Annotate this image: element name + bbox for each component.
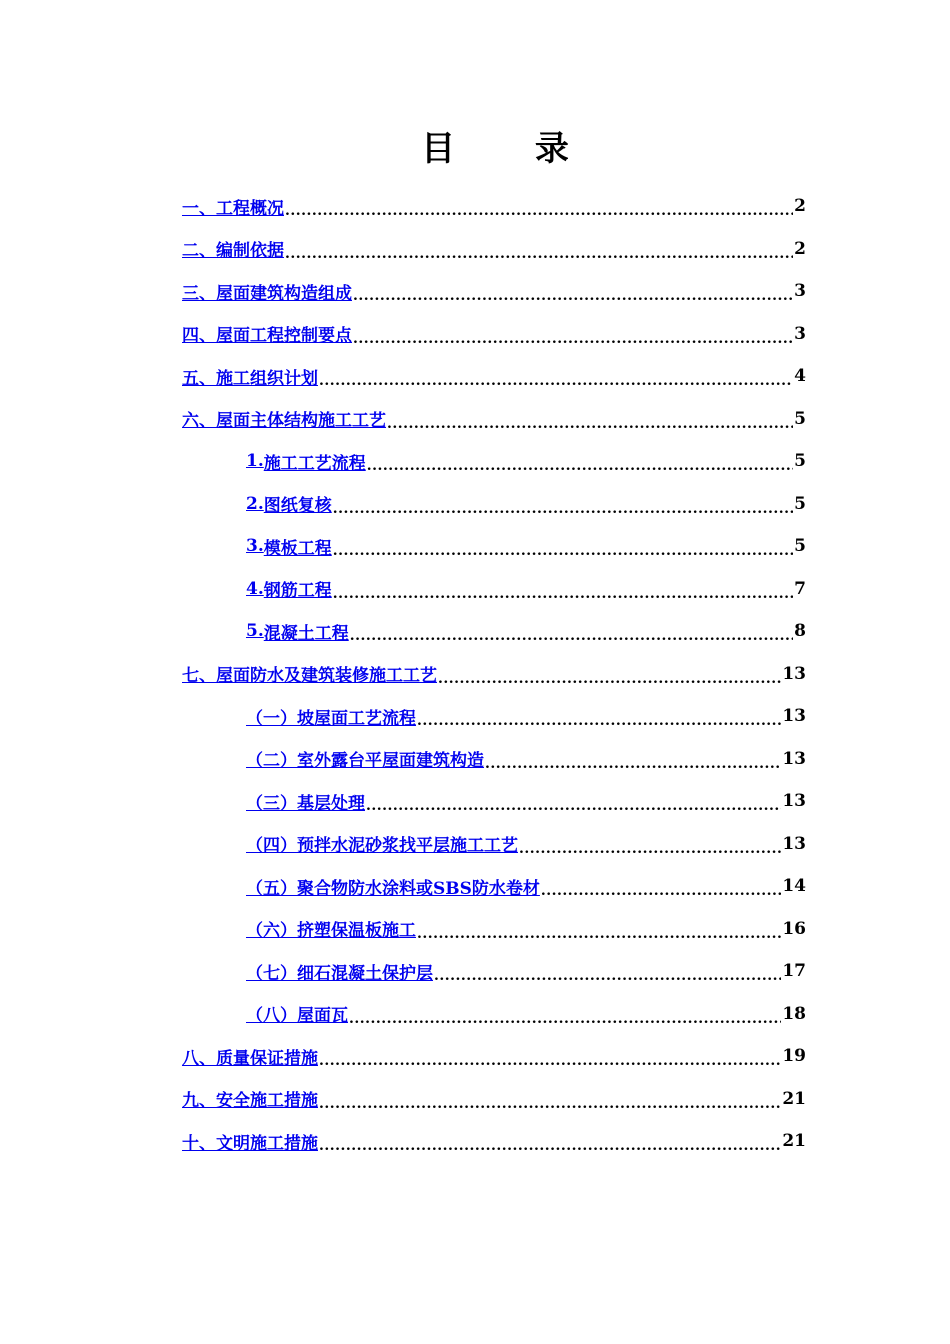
- toc-page-number: 17: [782, 961, 806, 981]
- toc-dot-leader: [485, 754, 781, 774]
- toc-page-number: 5: [794, 536, 806, 556]
- toc-entry-number: 八、: [182, 1048, 216, 1069]
- toc-entry-link[interactable]: 质量保证措施: [216, 1048, 318, 1069]
- toc-dot-leader: [285, 201, 793, 221]
- toc-entry-link[interactable]: 坡屋面工艺流程: [297, 708, 416, 729]
- toc-entry-number: 三、: [182, 283, 216, 304]
- toc-page-number: 3: [794, 323, 806, 344]
- toc-dot-leader: [319, 1136, 781, 1156]
- toc-entry-number: 3.: [246, 536, 264, 556]
- toc-entry[interactable]: [246, 865, 806, 907]
- toc-page-number: 13: [782, 833, 806, 854]
- toc-entry-number: （一）: [246, 708, 297, 729]
- toc-entry-number: 九、: [182, 1091, 216, 1111]
- toc-page-number: 19: [782, 1046, 806, 1066]
- toc-entry[interactable]: [246, 525, 806, 567]
- toc-dot-leader: [285, 244, 793, 264]
- toc-dot-leader: [333, 584, 793, 604]
- toc-entry-link[interactable]: 聚合物防水涂料或SBS防水卷材: [297, 878, 540, 899]
- toc-entry-link[interactable]: 细石混凝土保护层: [297, 963, 433, 984]
- toc-entry[interactable]: [246, 483, 806, 525]
- toc-entry-link[interactable]: 安全施工措施: [216, 1091, 318, 1111]
- toc-page-number: 2: [794, 196, 806, 216]
- toc-dot-leader: [519, 839, 781, 859]
- toc-entry[interactable]: [246, 950, 806, 992]
- toc-entry-link[interactable]: 屋面建筑构造组成: [216, 283, 352, 304]
- toc-dot-leader: [350, 626, 793, 646]
- toc-entry-number: 四、: [182, 326, 216, 346]
- toc-page-number: 13: [782, 791, 806, 811]
- toc-page-number: 21: [782, 1088, 806, 1109]
- toc-entry-link[interactable]: 屋面瓦: [297, 1006, 348, 1026]
- toc-title: 目 录: [421, 129, 603, 169]
- toc-entry[interactable]: [246, 610, 806, 652]
- toc-page-number: 13: [782, 706, 806, 726]
- toc-entry-number: （八）: [246, 1006, 297, 1026]
- toc-entry-number: 一、: [182, 198, 216, 219]
- toc-entry[interactable]: [246, 823, 806, 865]
- toc-entry-link[interactable]: 屋面主体结构施工工艺: [216, 411, 386, 431]
- toc-page-number: 2: [794, 238, 806, 259]
- toc-entry[interactable]: [182, 1078, 806, 1120]
- toc-entry-link[interactable]: 基层处理: [297, 793, 365, 814]
- toc-entry-number: 2.: [246, 493, 264, 514]
- toc-entry-number: （五）: [246, 878, 297, 899]
- toc-dot-leader: [417, 924, 781, 944]
- toc-page-number: 5: [794, 493, 806, 514]
- toc-entry-number: 五、: [182, 368, 216, 389]
- toc-page-number: 18: [782, 1003, 806, 1024]
- toc-entry-link[interactable]: 工程概况: [216, 198, 284, 219]
- toc-entry[interactable]: [182, 270, 806, 312]
- toc-entry-link[interactable]: 钢筋工程: [263, 581, 332, 601]
- toc-dot-leader: [438, 669, 781, 689]
- toc-entry-number: 二、: [182, 241, 216, 261]
- toc-page-number: 21: [782, 1131, 806, 1151]
- toc-page-number: 13: [782, 748, 806, 769]
- toc-page-number: 13: [782, 663, 806, 684]
- toc-entry-link[interactable]: 图纸复核: [263, 496, 332, 516]
- toc-dot-leader: [319, 1094, 781, 1114]
- toc-entry[interactable]: [246, 695, 806, 737]
- toc-entry[interactable]: [246, 568, 806, 610]
- toc-entry-link[interactable]: 预拌水泥砂浆找平层施工工艺: [297, 836, 518, 856]
- toc-entry[interactable]: [182, 1120, 806, 1162]
- toc-entry-link[interactable]: 屋面防水及建筑装修施工工艺: [216, 666, 437, 686]
- toc-dot-leader: [541, 881, 781, 901]
- toc-entry-link[interactable]: 挤塑保温板施工: [297, 921, 416, 941]
- toc-entry-number: （三）: [246, 793, 297, 814]
- toc-entry[interactable]: [182, 185, 806, 227]
- toc-entry-link[interactable]: 施工工艺流程: [263, 453, 366, 474]
- toc-entry-number: 1.: [246, 451, 264, 471]
- toc-entry[interactable]: [246, 993, 806, 1035]
- toc-dot-leader: [434, 966, 781, 986]
- toc-entry-number: （六）: [246, 921, 297, 941]
- toc-entry[interactable]: [246, 780, 806, 822]
- toc-entry-link[interactable]: 屋面工程控制要点: [216, 326, 352, 346]
- toc-dot-leader: [333, 541, 793, 561]
- toc-entry-link[interactable]: 模板工程: [263, 538, 332, 559]
- toc-dot-leader: [319, 1051, 781, 1071]
- toc-dot-leader: [387, 414, 793, 434]
- toc-entry-number: 4.: [246, 578, 264, 599]
- toc-dot-leader: [417, 711, 781, 731]
- toc-page-number: 7: [794, 578, 806, 599]
- toc-entry[interactable]: [246, 440, 806, 482]
- toc-entry[interactable]: [182, 398, 806, 440]
- toc-entry[interactable]: [182, 355, 806, 397]
- toc-dot-leader: [349, 1009, 781, 1029]
- toc-page-number: 5: [794, 408, 806, 429]
- toc-dot-leader: [367, 456, 793, 476]
- toc-dot-leader: [333, 499, 793, 519]
- toc-dot-leader: [353, 329, 793, 349]
- toc-page-number: 3: [794, 281, 806, 301]
- toc-page-number: 14: [782, 876, 806, 896]
- toc-entry[interactable]: [182, 653, 806, 695]
- toc-entry-link[interactable]: 编制依据: [216, 241, 284, 261]
- toc-page-number: 16: [782, 918, 806, 939]
- toc-entry-number: 十、: [182, 1133, 216, 1154]
- toc-entry-number: 5.: [246, 621, 264, 641]
- toc-entry-number: （七）: [246, 963, 297, 984]
- toc-page-number: 8: [794, 621, 806, 641]
- toc-page-number: 5: [794, 451, 806, 471]
- toc-dot-leader: [319, 371, 793, 391]
- toc-entry-number: 六、: [182, 411, 216, 431]
- toc-entry[interactable]: [246, 738, 806, 780]
- toc-entry-link[interactable]: 施工组织计划: [216, 368, 318, 389]
- toc-entry-link[interactable]: 混凝土工程: [263, 623, 349, 644]
- toc-entry[interactable]: [246, 908, 806, 950]
- toc-dot-leader: [353, 286, 793, 306]
- toc-entry-link[interactable]: 室外露台平屋面建筑构造: [297, 751, 484, 771]
- toc-entry-link[interactable]: 文明施工措施: [216, 1133, 318, 1154]
- toc-entry-number: （二）: [246, 751, 297, 771]
- toc-entry[interactable]: [182, 1035, 806, 1077]
- toc-entry[interactable]: [182, 228, 806, 270]
- toc-page-number: 4: [794, 366, 806, 386]
- toc-dot-leader: [366, 796, 781, 816]
- toc-entry-number: 七、: [182, 666, 216, 686]
- toc-entry[interactable]: [182, 313, 806, 355]
- toc-entry-number: （四）: [246, 836, 297, 856]
